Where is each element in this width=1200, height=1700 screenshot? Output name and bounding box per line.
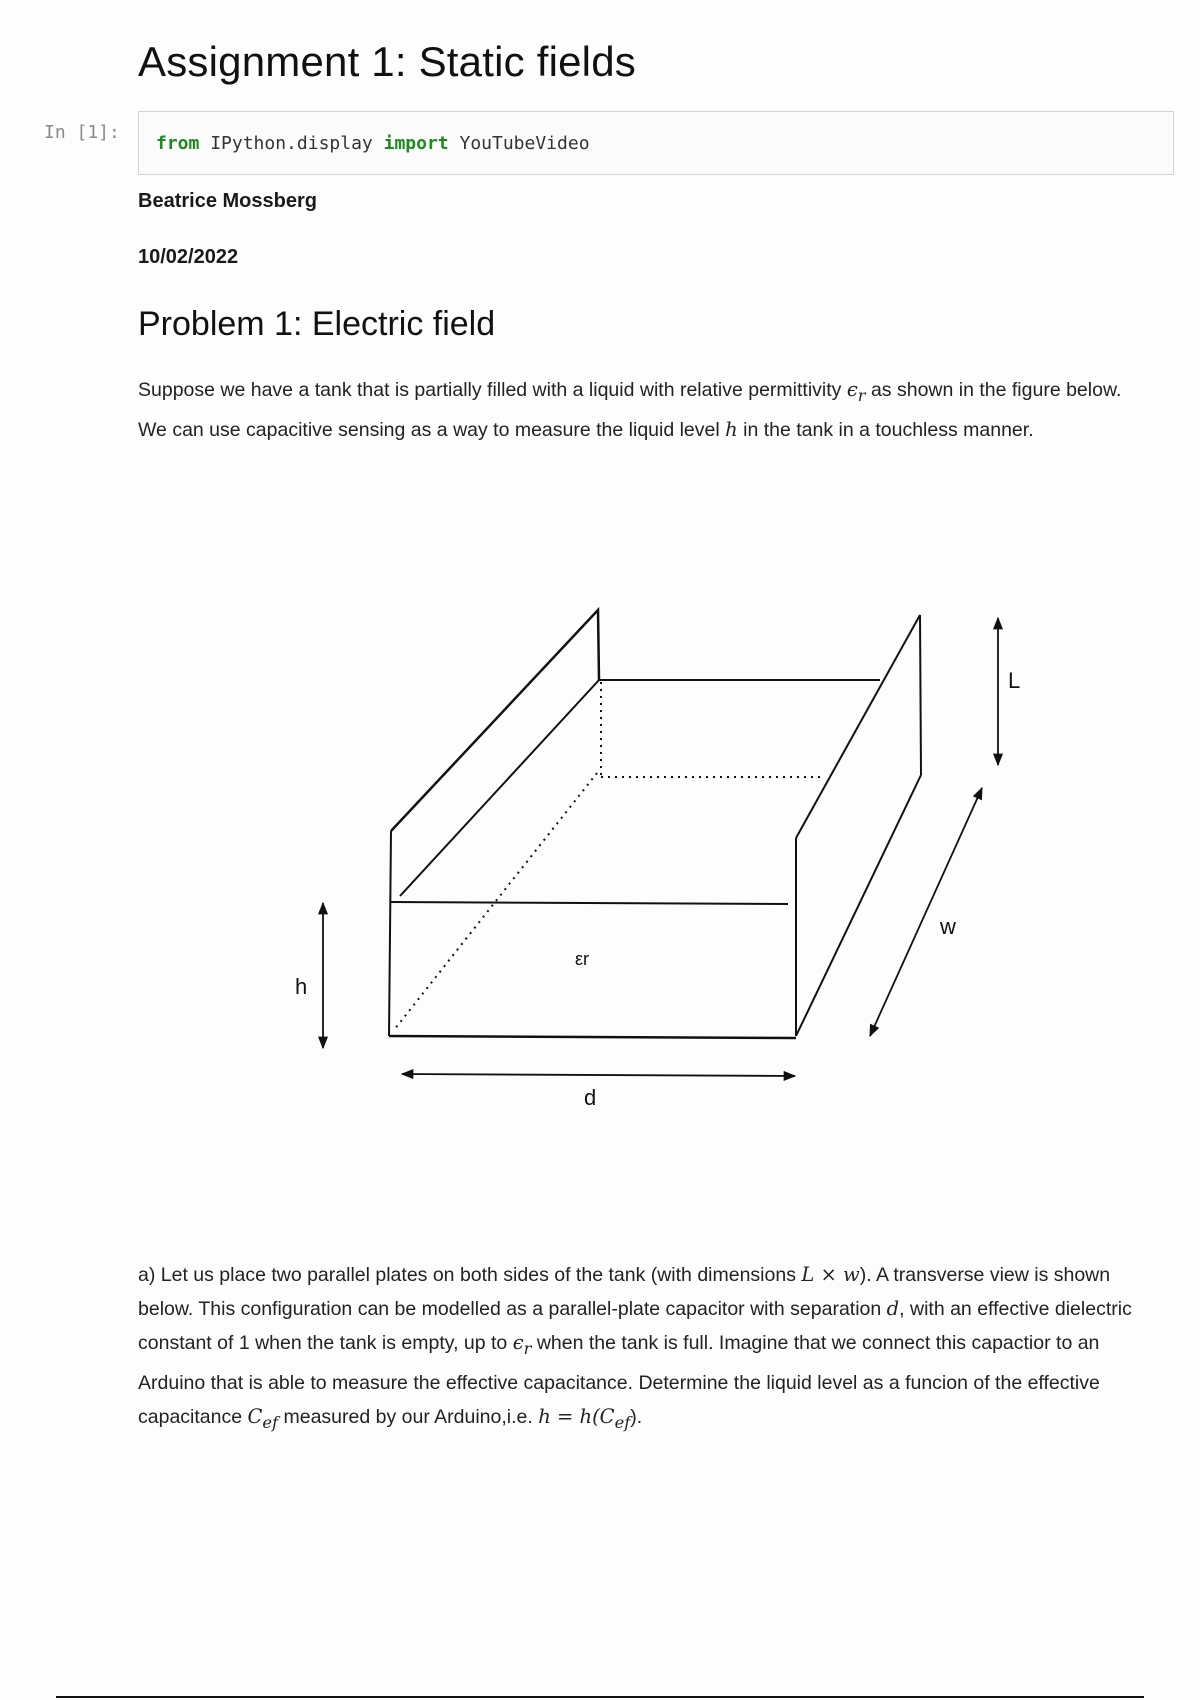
intro-paragraph [138,373,1148,447]
code-import-name: YouTubeVideo [459,132,590,154]
epsilon-r-symbol-2 [512,1331,532,1358]
capacitance-subscript: ef [262,1412,279,1432]
epsilon-r-symbol [846,378,866,405]
code-module: IPython.display [210,132,373,154]
intro-text-2: as shown in the figure below. We can use capacitive sensing as a way to measure the liquid level [138,379,1122,441]
tank-left-wall [389,831,391,1036]
cell-prompt: In [1]: [44,122,120,143]
arrow-d [402,1074,795,1076]
dimension-symbol: L × w [801,1263,860,1286]
intro-text-1: Suppose we have a tank that is partially filled with a liquid with relative permittivity [138,379,847,401]
code-keyword-import: import [383,132,449,154]
part-a-paragraph [138,1258,1168,1440]
code-keyword-from: from [156,132,200,154]
part-a-text-1: a) Let us place two parallel plates on both sides of the tank (with dimensions [138,1264,802,1286]
problem-heading: Problem 1: Electric field [138,305,496,343]
capacitance-glyph: C [247,1404,263,1428]
epsilon-glyph: ϵ [846,378,858,401]
h-symbol: h [725,417,738,441]
liquid-level-line [391,902,788,904]
tank-right-back-edge [920,615,921,775]
tank-right-bottom-diagonal [796,775,921,1036]
label-L: L [1008,668,1021,693]
label-w: w [940,914,956,939]
level-equation [538,1404,631,1432]
level-equation-subscript: ef [614,1412,631,1432]
level-equation-main: h = h(C [538,1404,615,1428]
part-a-text-2: ). A transverse view is shown below. This configuration can be modelled as a parallel-plate capacitor with separation [138,1264,1111,1320]
part-a-text-4: when the tank is full. Imagine that we connect this capactior to an Arduino that is able to measure the effective capacitance. Determine the liquid level as a funcion of the effective capacitance [138,1332,1100,1428]
part-a-text-6: ). [630,1405,643,1428]
author-name: Beatrice Mossberg [138,190,317,212]
intro-text-3: in the tank in a touchless manner. [737,418,1034,441]
label-h: h [295,974,308,999]
label-epsilon-r: εr [575,949,590,969]
code-cell[interactable] [138,111,1174,175]
tank-right-side-top [796,615,920,838]
notebook-title: Assignment 1: Static fields [138,38,636,85]
arrow-w [870,788,982,1036]
assignment-date: 10/02/2022 [138,246,239,268]
separation-symbol: d [886,1297,900,1320]
tank-left-back-edge [391,610,599,831]
capacitance-symbol [247,1404,279,1432]
epsilon-subscript: r [857,385,866,405]
tank-bottom-edge [389,1036,796,1038]
tank-diagram [0,560,1200,1120]
label-d: d [584,1085,597,1110]
part-a-text-3: , with an effective dielectric constant of 1 when the tank is empty, up to [138,1298,1132,1354]
bottom-divider [56,1696,1144,1698]
part-a-text-5: measured by our Arduino,i.e. [278,1405,539,1428]
epsilon-subscript-2: r [523,1338,532,1358]
epsilon-glyph-2: ϵ [512,1331,524,1354]
